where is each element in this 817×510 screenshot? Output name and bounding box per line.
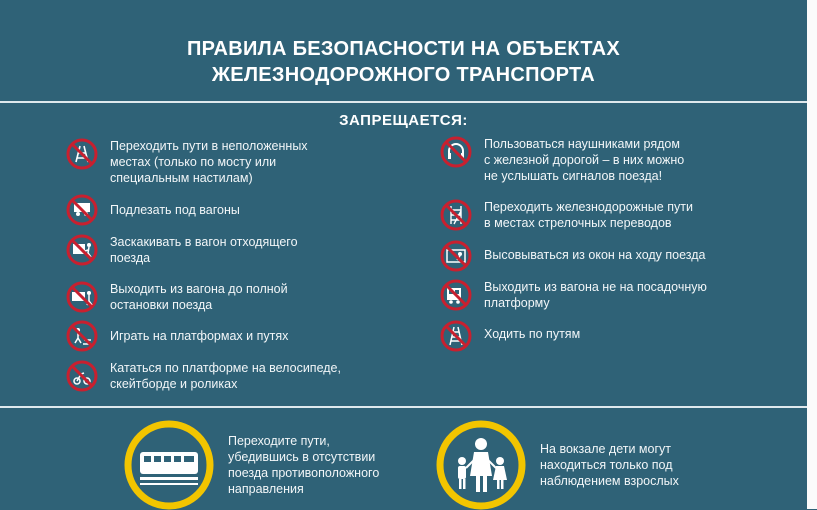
- rule-text: Пользоваться наушниками рядом с железной дорогой – в них можно не услышать сигналов поезда!: [484, 137, 685, 183]
- switch-crossing-prohibited-icon: [440, 199, 472, 231]
- rule-left-2: [66, 194, 240, 226]
- play-on-tracks-prohibited-icon: [66, 320, 98, 352]
- rule-text: Заскакивать в вагон отходящего поезда: [110, 235, 298, 265]
- rule-right-1: [440, 136, 684, 184]
- rule-right-2: [440, 199, 693, 231]
- rule-right-4: [440, 279, 707, 311]
- jump-on-train-prohibited-icon: [66, 234, 98, 266]
- rule-left-1: [66, 138, 308, 186]
- headphones-prohibited-icon: [440, 136, 472, 168]
- rule-text: Выходить из вагона не на посадочную платформу: [484, 280, 707, 310]
- crawl-under-wagon-prohibited-icon: [66, 194, 98, 226]
- page-title: [0, 36, 807, 88]
- train-icon: [124, 420, 214, 510]
- advice-crossing: [124, 420, 379, 510]
- bottom-divider: [0, 406, 807, 408]
- rule-text: Переходить пути в неположенных местах (только по мосту или специальным настилам): [110, 139, 308, 185]
- pedestrian-tracks-prohibited-icon: [66, 138, 98, 170]
- rule-right-3: [440, 240, 706, 272]
- advice-text: На вокзале дети могут находиться только под наблюдением взрослых: [540, 442, 679, 488]
- title-line-1: ПРАВИЛА БЕЗОПАСНОСТИ НА ОБЪЕКТАХ: [186, 38, 621, 60]
- rule-left-5: [66, 320, 288, 352]
- exit-moving-train-prohibited-icon: [66, 281, 98, 313]
- advice-text: Переходите пути, убедившись в отсутствии поезда противоположного направления: [228, 434, 380, 496]
- rule-text: Кататься по платформе на велосипеде, скейтборде и роликах: [110, 361, 341, 391]
- rule-left-4: [66, 281, 288, 313]
- family-icon: [436, 420, 526, 510]
- rule-text: Выходить из вагона до полной остановки поезда: [110, 282, 288, 312]
- rule-right-5: [440, 320, 580, 352]
- rule-left-6: [66, 360, 341, 392]
- top-divider: [0, 101, 807, 103]
- prohibited-heading: ЗАПРЕЩАЕТСЯ:: [339, 112, 468, 129]
- lean-out-window-prohibited-icon: [440, 240, 472, 272]
- rule-text: Высовываться из окон на ходу поезда: [484, 248, 706, 262]
- page-right-margin: [807, 0, 817, 509]
- title-line-2: ЖЕЛЕЗНОДОРОЖНОГО ТРАНСПОРТА: [211, 64, 596, 86]
- advice-children: [436, 420, 679, 510]
- rule-text: Переходить железнодорожные пути в местах стрелочных переводов: [484, 200, 693, 230]
- rule-left-3: [66, 234, 298, 266]
- rule-text: Подлезать под вагоны: [110, 203, 240, 217]
- walk-on-tracks-prohibited-icon: [440, 320, 472, 352]
- exit-off-platform-prohibited-icon: [440, 279, 472, 311]
- rule-text: Играть на платформах и путях: [110, 329, 289, 343]
- ride-on-platform-prohibited-icon: [66, 360, 98, 392]
- rule-text: Ходить по путям: [484, 327, 581, 341]
